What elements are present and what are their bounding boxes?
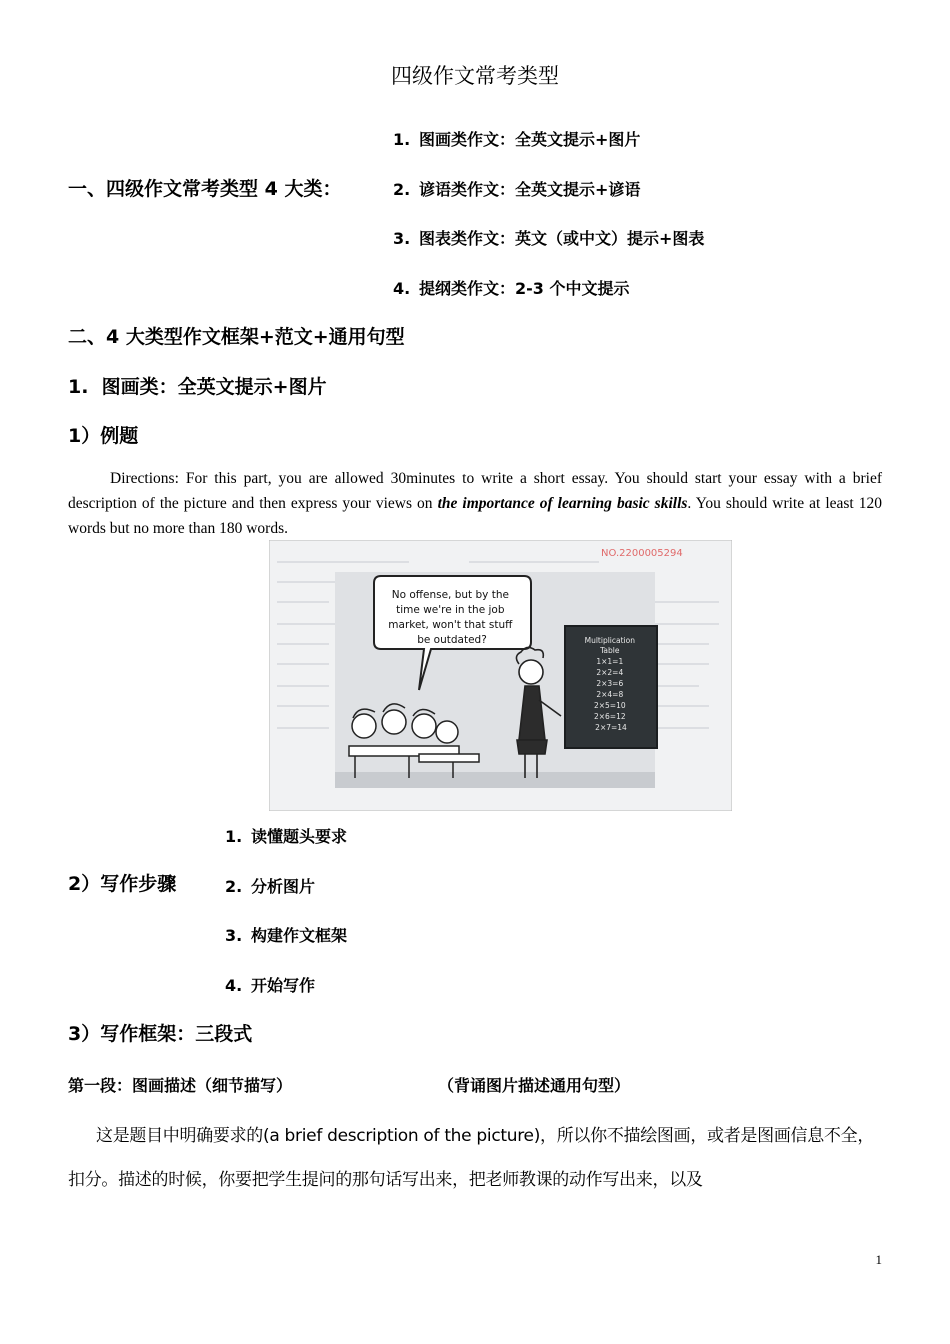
board-line: 2×2=4	[596, 668, 624, 677]
step-item-4	[225, 973, 315, 996]
type-item-2	[393, 177, 640, 200]
type-item-3	[393, 226, 704, 249]
step-num: 1.	[225, 827, 243, 846]
board-line: 1×1=1	[596, 657, 624, 666]
type-text: 图表类作文：英文（或中文）提示+图表	[419, 229, 705, 248]
paragraph1-note: （背诵图片描述通用句型）	[438, 1076, 631, 1095]
board-line: 2×6=12	[593, 712, 626, 721]
speech-line: No offense, but by the	[391, 589, 509, 601]
type-item-4	[393, 276, 629, 299]
step-item-3	[225, 923, 347, 946]
step-text: 开始写作	[251, 976, 316, 995]
step-num: 4.	[225, 976, 243, 995]
serial-number: NO.2200005294	[601, 548, 683, 559]
type-text: 谚语类作文：全英文提示+谚语	[419, 180, 641, 199]
steps-heading: 2）写作步骤	[68, 873, 177, 895]
example-heading: 1）例题	[68, 425, 139, 447]
step-item-1	[225, 824, 347, 847]
type-text: 图画类作文：全英文提示+图片	[419, 130, 641, 149]
page-title: 四级作文常考类型	[391, 64, 559, 88]
step-text: 读懂题头要求	[251, 827, 348, 846]
speech-line: market, won't that stuff	[388, 619, 513, 631]
cartoon-image	[269, 540, 732, 811]
step-text: 构建作文框架	[251, 926, 348, 945]
section1-heading: 一、四级作文常考类型 4 大类：	[68, 178, 342, 200]
speech-line: be outdated?	[417, 634, 487, 646]
type-num: 3.	[393, 229, 411, 248]
board-line: 2×7=14	[595, 723, 627, 732]
framework-heading: 3）写作框架：三段式	[68, 1023, 253, 1045]
type-num: 2.	[393, 180, 411, 199]
paragraph1-label: 第一段：图画描述（细节描写）	[68, 1076, 293, 1095]
type-text: 提纲类作文：2-3 个中文提示	[419, 279, 630, 298]
directions-text-1: Directions: For this part, you are allowed 30minutes to write a short essay. You should start your essay with a brief description of the picture and then express your views on	[68, 470, 882, 512]
directions-text-2: . You should write at least 120 words but no more than 180 words.	[68, 495, 882, 537]
board-line: 2×5=10	[593, 701, 626, 710]
step-num: 2.	[225, 877, 243, 896]
step-item-2	[225, 874, 315, 897]
directions-emphasis: the importance of learning basic skills	[437, 495, 688, 512]
step-text: 分析图片	[251, 877, 316, 896]
directions-paragraph	[68, 466, 882, 541]
type-num: 4.	[393, 279, 411, 298]
page-number: 1	[875, 1252, 882, 1267]
type-num: 1.	[393, 130, 411, 149]
step-num: 3.	[225, 926, 243, 945]
subsection-heading: 1. 图画类：全英文提示+图片	[68, 376, 327, 398]
section2-heading: 二、4 大类型作文框架+范文+通用句型	[68, 326, 405, 348]
board-line: 2×3=6	[596, 679, 624, 688]
board-line: 2×4=8	[596, 690, 624, 699]
body-paragraph: 这是题目中明确要求的(a brief description of the picture)，所以你不描绘图画，或者是图画信息不全，扣分。描述的时候，你要把学生提问的那句话写出来，把老师教课的动作写出来，以及	[68, 1126, 875, 1190]
speech-line: time we're in the job	[396, 604, 505, 616]
board-title-line: Table	[600, 646, 620, 655]
type-item-1	[393, 127, 640, 150]
board-title-line: Multiplication	[584, 636, 635, 645]
